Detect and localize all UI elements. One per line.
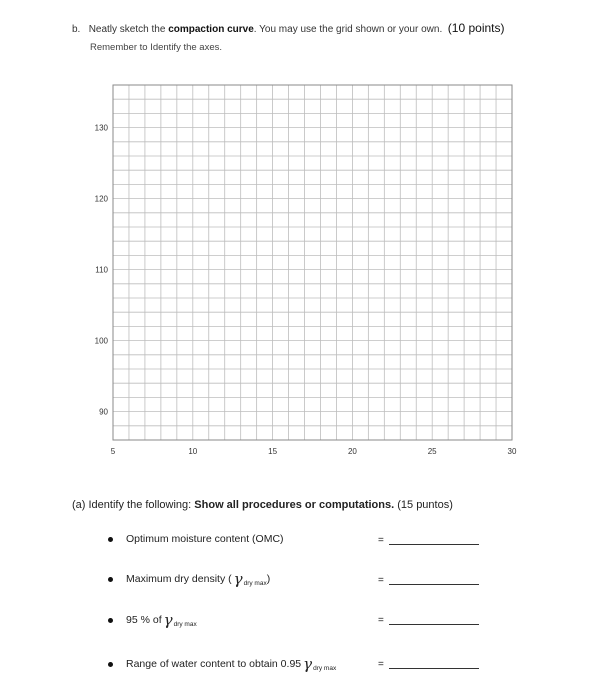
x-tick-label: 20 [347, 447, 357, 456]
item-water-content-range-text: Range of water content to obtain 0.95 [126, 658, 302, 670]
question-b-points: (10 points) [447, 21, 505, 35]
x-tick-label: 15 [268, 447, 278, 456]
gamma-symbol: γ [233, 570, 243, 588]
gamma-symbol: γ [163, 611, 173, 629]
y-tick-label: 130 [94, 123, 108, 133]
item-water-content-range [108, 655, 336, 673]
95-percent-answer-blank[interactable] [389, 612, 479, 625]
item-max-dry-density-close: ) [266, 573, 271, 585]
question-a-label: (a) Identify the following: [72, 499, 192, 511]
question-a-points: (15 puntos) [397, 499, 453, 511]
item-95-percent-text: 95 % of [126, 614, 162, 626]
gamma-subscript: dry max [313, 664, 337, 672]
item-water-content-range-equals: = [378, 659, 384, 670]
bullet-icon [108, 577, 113, 582]
gamma-symbol: γ [303, 655, 313, 673]
question-b-instruction-post: . You may use the grid shown or your own. [253, 24, 443, 35]
gamma-subscript: dry max [173, 620, 197, 628]
x-tick-label: 5 [110, 447, 116, 456]
compaction-curve-term: compaction curve [168, 24, 254, 35]
gamma-subscript: dry max [243, 579, 267, 587]
question-b-label: b. [72, 24, 81, 35]
question-a-line [72, 499, 453, 511]
item-max-dry-density [108, 570, 270, 588]
item-max-dry-density-text: Maximum dry density ( [126, 573, 232, 585]
item-95-percent [108, 611, 197, 629]
bullet-icon [108, 662, 113, 667]
x-tick-label: 25 [427, 447, 437, 456]
item-omc-equals: = [378, 535, 384, 546]
max-dry-density-answer-blank[interactable] [389, 572, 479, 585]
bullet-icon [108, 537, 113, 542]
item-omc [108, 533, 284, 545]
identify-axes-note: Remember to Identify the axes. [90, 42, 223, 53]
x-tick-label: 30 [507, 447, 517, 456]
question-b-instruction-pre: Neatly sketch the [88, 24, 166, 35]
bullet-icon [108, 618, 113, 623]
item-max-dry-density-equals: = [378, 575, 384, 586]
x-tick-label: 10 [188, 447, 198, 456]
y-tick-label: 90 [99, 407, 108, 417]
omc-answer-blank[interactable] [389, 532, 479, 545]
water-content-range-answer-blank[interactable] [389, 656, 479, 669]
y-tick-label: 100 [94, 336, 108, 346]
item-omc-text: Optimum moisture content (OMC) [126, 533, 284, 545]
y-tick-label: 110 [95, 265, 108, 275]
y-tick-label: 120 [94, 194, 108, 204]
question-a-bold: Show all procedures or computations. [194, 499, 395, 511]
item-95-percent-equals: = [378, 615, 384, 626]
grid-border [113, 85, 512, 440]
